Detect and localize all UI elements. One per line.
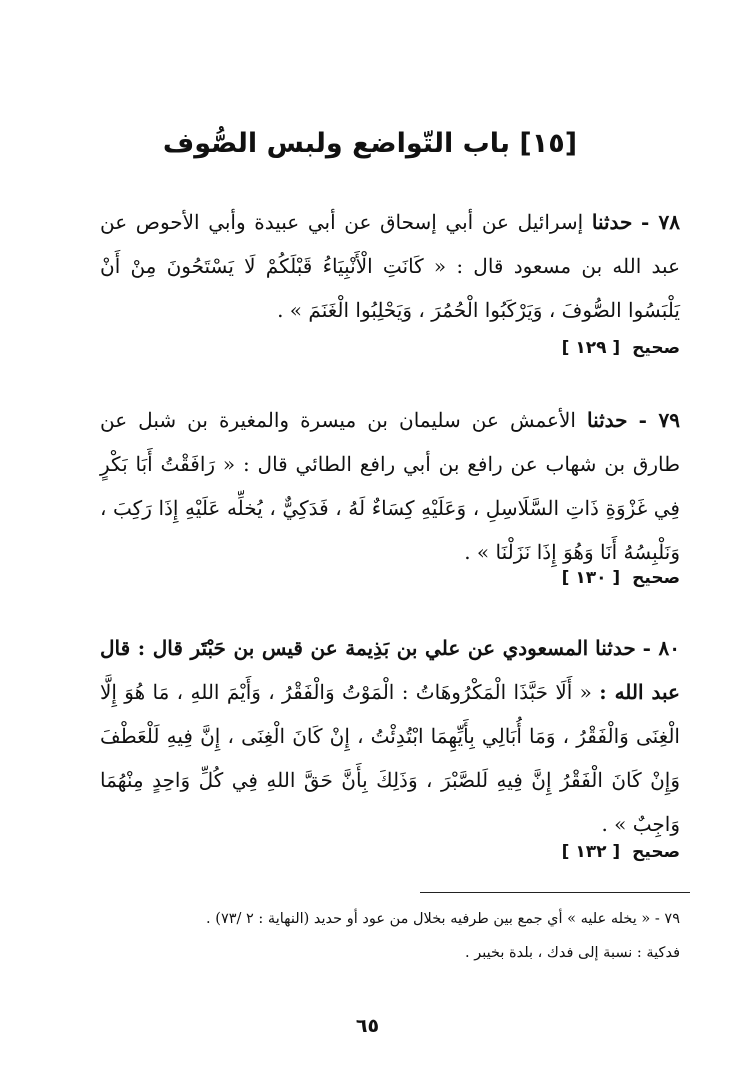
hadith-79 [100,398,680,574]
grade-reference: [ ١٣٠ ] [561,568,621,588]
hadith-text: « أَلَا حَبَّذَا الْمَكْرُوهَاتُ : الْمَوْتُ وَالْفَقْرُ ، وَأَيْمَ اللهِ ، مَا هُوَ إِلَّا الْغِنَى وَالْفَقْرُ ، وَمَا أُبَالِي بِأَيِّهِمَا ابْتُدِئْتُ ، إِنْ كَانَ الْغِنَى ، إِنَّ فِيهِ لَلْعَطْفَ وَإِنْ كَانَ الْفَقْرُ إِنَّ فِيهِ لَلصَّبْرَ ، وَذَلِكَ بِأَنَّ حَقَّ اللهِ فِي كُلِّ وَاحِدٍ مِنْهُمَا وَاجِبٌ » . [100,680,680,836]
hadith-80 [100,626,680,846]
hadith-number: ٧٩ - [638,408,680,432]
grade-reference: [ ١٢٩ ] [561,338,621,358]
hadith-80-grade [100,840,680,864]
hadith-opening: حدثنا [586,408,628,432]
hadith-78 [100,200,680,332]
hadith-text: « كَانَتِ الْأَنْبِيَاءُ قَبْلَكُمْ لَا يَسْتَحُونَ مِنْ أَنْ يَلْبَسُوا الصُّوفَ ، وَيَرْكَبُوا الْحُمُرَ ، وَيَحْلِبُوا الْغَنَمَ » . [100,254,680,322]
chapter-title: [١٥] باب التّواضع ولبس الصُّوف [162,128,578,159]
hadith-opening: حدثنا [591,210,633,234]
hadith-opening: حدثنا [595,636,636,660]
grade-label: صحيح [632,338,680,358]
hadith-chain: المسعودي عن علي بن بَذِيمة عن قيس بن حَبْتَر قال : قال عبد الله : [100,636,680,704]
grade-label: صحيح [632,568,680,588]
hadith-number: ٧٨ - [641,210,681,234]
hadith-number: ٨٠ - [642,636,681,660]
hadith-chain: الأعمش عن سليمان بن ميسرة والمغيرة بن شبل عن طارق بن شهاب عن رافع بن أبي رافع الطائي قال : [100,408,681,476]
footnote-79: ٧٩ - « يخله عليه » أي جمع بين طرفيه بخلال من عود أو حديد (النهاية : ٢ /٧٣) . [206,911,680,927]
grade-reference: [ ١٣٢ ] [561,842,621,862]
footnote-divider [420,892,690,893]
hadith-text: « رَافَقْتُ أَبَا بَكْرٍ فِي غَزْوَةِ ذَاتِ السَّلَاسِلِ ، وَعَلَيْهِ كِسَاءٌ لَهُ ، فَدَكِيٌّ ، يُخلِّه عَلَيْهِ إِذَا رَكِبَ ، وَنَلْبِسُهُ أَنَا وَهُوَ إِذَا نَزَلْنَا » . [100,452,680,564]
hadith-79-grade [100,566,680,590]
footnote-fadakiyya: فدكية : نسبة إلى فدك ، بلدة بخيبر . [465,945,680,961]
hadith-chain: إسرائيل عن أبي إسحاق عن أبي عبيدة وأبي الأحوص عن عبد الله بن مسعود قال : [100,210,681,278]
grade-label: صحيح [632,842,680,862]
hadith-78-grade [100,336,680,360]
page-number: ٦٥ [355,1015,380,1037]
